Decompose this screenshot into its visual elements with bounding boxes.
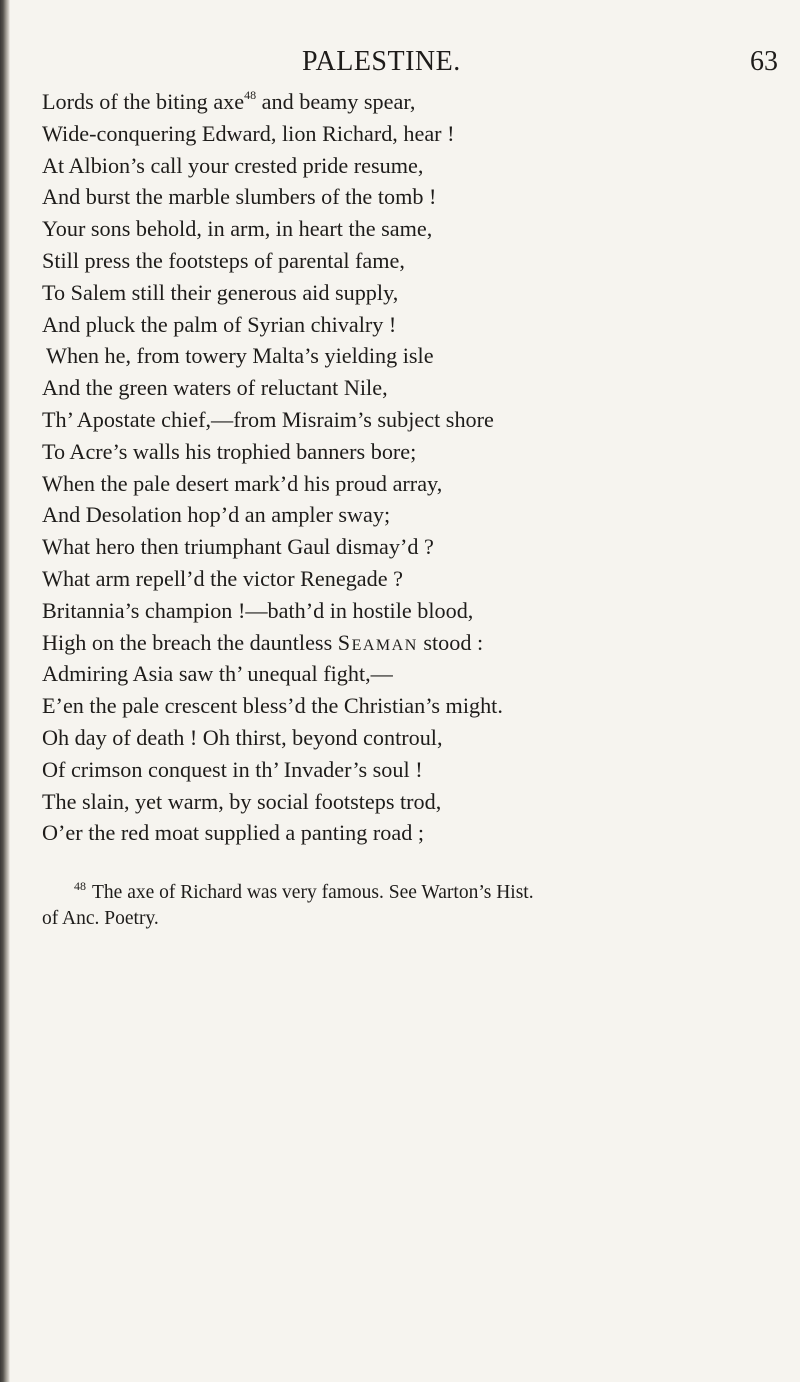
poem-line-text: and beamy spear, bbox=[256, 89, 416, 114]
poem-line: Oh day of death ! Oh thirst, beyond controul, bbox=[42, 724, 443, 750]
poem-line: What hero then triumphant Gaul dismay’d ? bbox=[42, 534, 434, 560]
footnote-line bbox=[42, 880, 794, 906]
poem-line: Your sons behold, in arm, in heart the same, bbox=[42, 216, 433, 242]
poem-line: Of crimson conquest in th’ Invader’s soul ! bbox=[42, 756, 423, 782]
page-header bbox=[0, 42, 800, 82]
poem-line: Britannia’s champion !—bath’d in hostile blood, bbox=[42, 597, 474, 623]
footnote-line: of Anc. Poetry. bbox=[42, 908, 159, 929]
poem-line: To Acre’s walls his trophied banners bore; bbox=[42, 438, 417, 464]
poem-line: E’en the pale crescent bless’d the Christian’s might. bbox=[42, 693, 503, 719]
page-gutter-shadow bbox=[0, 0, 10, 1382]
poem-line: At Albion’s call your crested pride resume, bbox=[42, 152, 424, 178]
footnote-mark: 48 bbox=[74, 879, 86, 893]
poem-line: The slain, yet warm, by social footsteps trod, bbox=[42, 788, 442, 814]
poem-line: To Salem still their generous aid supply, bbox=[42, 279, 399, 305]
poem-line: And burst the marble slumbers of the tomb ! bbox=[42, 184, 437, 210]
poem-line: Th’ Apostate chief,—from Misraim’s subject shore bbox=[42, 406, 494, 432]
poem-line: And the green waters of reluctant Nile, bbox=[42, 375, 388, 401]
poem-line: Admiring Asia saw th’ unequal fight,— bbox=[42, 661, 393, 687]
footnote-text: The axe of Richard was very famous. See Warton’s Hist. bbox=[92, 882, 534, 903]
poem-line-text: stood : bbox=[417, 629, 484, 655]
running-title: PALESTINE. bbox=[302, 46, 461, 77]
poem-line bbox=[42, 627, 792, 659]
footnote-reference: 48 bbox=[244, 88, 257, 102]
poem-line: And pluck the palm of Syrian chivalry ! bbox=[42, 311, 397, 337]
poem-line-text: Lords of the biting axe bbox=[42, 89, 245, 114]
poem-line: Still press the footsteps of parental fame, bbox=[42, 247, 405, 273]
small-caps-word: Seaman bbox=[337, 629, 418, 655]
poem-line: When the pale desert mark’d his proud array, bbox=[42, 470, 443, 496]
poem-line: Wide-conquering Edward, lion Richard, hear ! bbox=[42, 120, 455, 146]
poem-line: And Desolation hop’d an ampler sway; bbox=[42, 502, 391, 528]
poem-body bbox=[42, 86, 792, 849]
poem-line: What arm repell’d the victor Renegade ? bbox=[42, 565, 403, 591]
page-number: 63 bbox=[750, 46, 778, 77]
poem-line: When he, from towery Malta’s yielding isle bbox=[46, 343, 434, 369]
poem-line-text: High on the breach the dauntless bbox=[42, 629, 338, 655]
poem-line: O’er the red moat supplied a panting road ; bbox=[42, 820, 424, 846]
poem-line bbox=[42, 86, 792, 118]
footnote bbox=[42, 880, 794, 932]
